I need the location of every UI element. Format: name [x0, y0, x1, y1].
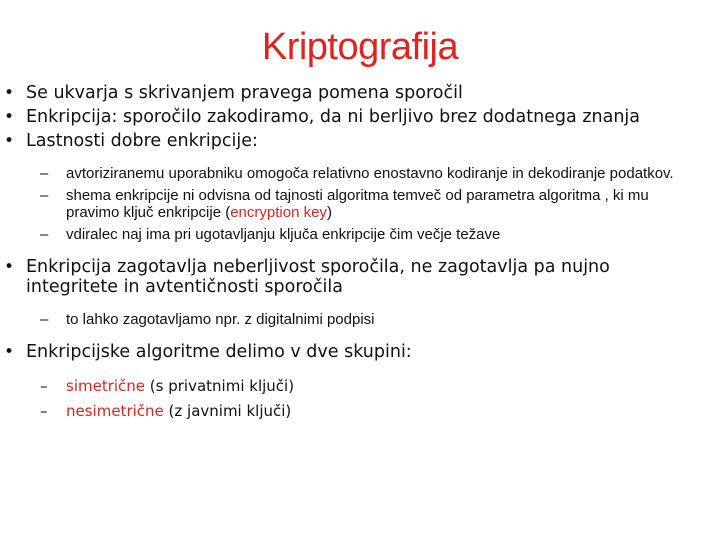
bullet-icon: •: [4, 131, 15, 151]
slide-title: Kriptografija: [261, 26, 459, 68]
bullet-text: Lastnosti dobre enkripcije:: [26, 131, 258, 151]
slide-content: [4, 83, 704, 421]
bullet-text: Enkripcijske algoritme delimo v dve skupini:: [26, 342, 412, 362]
bullet-item: [4, 131, 704, 151]
bullet-item: [4, 107, 704, 127]
bullet-text: Enkripcija zagotavlja neberljivost sporočila, ne zagotavlja pa nujno integritete in avtentičnosti sporočila: [26, 257, 610, 297]
sub-item-text: shema enkripcije ni odvisna od tajnosti algoritma temveč od parametra algoritma , ki mu pravimo ključ enkripcije (: [66, 187, 649, 221]
bullet-icon: •: [4, 107, 15, 127]
dash-icon: –: [40, 377, 48, 395]
sub-item: [4, 376, 704, 396]
sub-item-text: vdiralec naj ima pri ugotavljanju ključa enkripcije čim večje težave: [66, 226, 501, 243]
symmetric-highlight: simetrične: [66, 377, 146, 395]
dash-icon: –: [40, 226, 49, 243]
sub-item-text: (s privatnimi ključi): [145, 377, 295, 395]
sub-item: [4, 165, 704, 182]
dash-icon: –: [40, 187, 49, 204]
sub-item: [4, 187, 704, 221]
sub-item: [4, 226, 704, 243]
sub-item-text-end: ): [326, 204, 332, 221]
bullet-item: [4, 342, 704, 362]
sub-item-text: avtoriziranemu uporabniku omogoča relativno enostavno kodiranje in dekodiranje podatkov.: [66, 165, 674, 182]
asymmetric-highlight: nesimetrične: [66, 402, 164, 420]
bullet-icon: •: [4, 257, 15, 277]
dash-icon: –: [40, 311, 49, 328]
dash-icon: –: [40, 165, 49, 182]
encryption-key-highlight: encryption key: [230, 204, 327, 221]
dash-icon: –: [40, 402, 48, 420]
sub-item-text: to lahko zagotavljamo npr. z digitalnimi podpisi: [66, 311, 375, 328]
bullet-item: [4, 257, 704, 297]
bullet-icon: •: [4, 83, 15, 103]
sub-item-text: (z javnimi ključi): [163, 402, 292, 420]
sub-item: [4, 401, 704, 421]
bullet-text: Se ukvarja s skrivanjem pravega pomena sporočil: [26, 83, 463, 103]
bullet-item: [4, 83, 704, 103]
bullet-text: Enkripcija: sporočilo zakodiramo, da ni berljivo brez dodatnega znanja: [26, 107, 641, 127]
bullet-icon: •: [4, 342, 15, 362]
sub-item: [4, 311, 704, 328]
